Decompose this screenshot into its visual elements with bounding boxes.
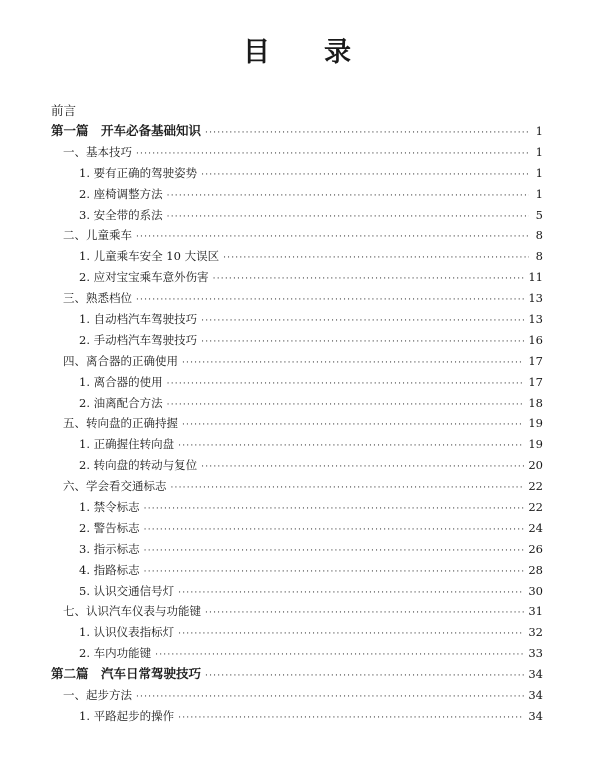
toc-dot-leader: [144, 562, 525, 583]
toc-dot-leader: [182, 415, 524, 436]
toc-entry-page-number: 1: [535, 165, 543, 180]
toc-entry-label: 二、儿童乘车: [63, 228, 132, 243]
toc-entry-label: 七、认识汽车仪表与功能键: [63, 604, 201, 619]
toc-entry-sub[interactable]: [51, 455, 543, 476]
toc-entry-label: 三、熟悉档位: [63, 291, 132, 306]
toc-entry-label: 五、转向盘的正确持握: [63, 416, 178, 431]
toc-entry-label: 2. 警告标志: [79, 520, 140, 535]
toc-entry-page-number: 19: [528, 437, 543, 452]
toc-entry-part[interactable]: [51, 121, 543, 142]
toc-entry-label: 1. 认识仪表指标灯: [79, 625, 175, 640]
toc-entry-sub[interactable]: [51, 184, 543, 205]
toc-entry-sub[interactable]: [51, 267, 543, 288]
toc-entry-label: 1. 离合器的使用: [79, 374, 163, 389]
toc-entry-label: 5. 认识交通信号灯: [79, 583, 175, 598]
toc-entry-page-number: 8: [535, 228, 543, 243]
toc-dot-leader: [167, 395, 525, 416]
toc-dot-leader: [167, 374, 525, 395]
toc-entry-sub[interactable]: [51, 434, 543, 455]
toc-entry-page-number: 1: [535, 124, 543, 138]
toc-entry-sub[interactable]: [51, 706, 543, 727]
toc-entry-page-number: 1: [535, 144, 543, 159]
toc-entry-label: 2. 转向盘的转动与复位: [79, 458, 198, 473]
table-of-contents: [51, 101, 543, 727]
toc-dot-leader: [136, 290, 524, 311]
toc-entry-page-number: 34: [528, 708, 543, 723]
toc-entry-label: 1. 自动档汽车驾驶技巧: [79, 312, 198, 327]
toc-entry-label: 1. 要有正确的驾驶姿势: [79, 165, 198, 180]
toc-entry-label: 2. 座椅调整方法: [79, 186, 163, 201]
toc-entry-label: 六、学会看交通标志: [63, 479, 167, 494]
toc-dot-leader: [201, 457, 524, 478]
toc-dot-leader: [144, 520, 525, 541]
toc-entry-sub[interactable]: [51, 581, 543, 602]
toc-entry-label: 2. 油离配合方法: [79, 395, 163, 410]
toc-entry-label: 2. 应对宝宝乘车意外伤害: [79, 270, 209, 285]
toc-dot-leader: [144, 499, 525, 520]
toc-dot-leader: [223, 248, 529, 269]
toc-entry-section[interactable]: [51, 601, 543, 622]
toc-entry-page-number: 33: [528, 646, 543, 661]
toc-dot-leader: [178, 708, 524, 729]
toc-entry-page-number: 19: [528, 416, 543, 431]
toc-dot-leader: [144, 541, 525, 562]
toc-dot-leader: [205, 666, 524, 687]
toc-entry-label: 一、基本技巧: [63, 144, 132, 159]
toc-entry-page-number: 34: [528, 667, 543, 682]
toc-entry-page-number: 11: [528, 270, 543, 285]
toc-entry-page-number: 26: [528, 541, 543, 556]
toc-dot-leader: [167, 207, 529, 228]
toc-dot-leader: [136, 687, 524, 708]
toc-entry-label: 3. 安全带的系法: [79, 207, 163, 222]
toc-entry-label: 1. 正确握住转向盘: [79, 437, 175, 452]
toc-dot-leader: [182, 353, 524, 374]
toc-entry-section[interactable]: [51, 288, 543, 309]
toc-dot-leader: [167, 186, 529, 207]
toc-entry-label: 2. 手动档汽车驾驶技巧: [79, 332, 198, 347]
page-title: [0, 30, 596, 69]
toc-entry-section[interactable]: [51, 142, 543, 163]
toc-entry-sub[interactable]: [51, 622, 543, 643]
toc-entry-section[interactable]: [51, 476, 543, 497]
toc-entry-page-number: 22: [528, 500, 543, 515]
toc-entry-page-number: 28: [528, 562, 543, 577]
toc-dot-leader: [213, 269, 525, 290]
toc-entry-sub[interactable]: [51, 518, 543, 539]
toc-entry-sub[interactable]: [51, 205, 543, 226]
toc-entry-label: 一、起步方法: [63, 688, 132, 703]
title-char-1: 目: [243, 37, 272, 68]
toc-entry-page-number: 1: [535, 186, 543, 201]
toc-entry-sub[interactable]: [51, 330, 543, 351]
toc-entry-page-number: 13: [528, 312, 543, 327]
toc-entry-sub[interactable]: [51, 163, 543, 184]
toc-entry-page-number: 16: [528, 332, 543, 347]
toc-entry-sub[interactable]: [51, 643, 543, 664]
toc-entry-page-number: 34: [528, 688, 543, 703]
toc-entry-sub[interactable]: [51, 309, 543, 330]
toc-entry-page-number: 18: [528, 395, 543, 410]
toc-entry-section[interactable]: [51, 225, 543, 246]
toc-entry-sub[interactable]: [51, 393, 543, 414]
toc-dot-leader: [178, 436, 524, 457]
toc-dot-leader: [171, 478, 525, 499]
toc-entry-page-number: 24: [528, 520, 543, 535]
title-char-2: 录: [324, 37, 353, 68]
toc-entry-sub[interactable]: [51, 560, 543, 581]
toc-entry-label: 2. 车内功能键: [79, 646, 152, 661]
toc-dot-leader: [205, 123, 529, 144]
toc-entry-section[interactable]: [51, 351, 543, 372]
toc-entry-page-number: 17: [528, 374, 543, 389]
toc-dot-leader: [201, 332, 524, 353]
toc-dot-leader: [178, 583, 524, 604]
toc-entry-page-number: 22: [528, 479, 543, 494]
toc-entry-page-number: 32: [528, 625, 543, 640]
toc-entry-page-number: 31: [528, 604, 543, 619]
toc-preface[interactable]: 前言: [51, 103, 77, 118]
toc-entry-label: 4. 指路标志: [79, 562, 140, 577]
toc-entry-sub[interactable]: [51, 497, 543, 518]
toc-entry-sub[interactable]: [51, 246, 543, 267]
toc-entry-label: 第一篇 开车必备基础知识: [51, 123, 202, 138]
toc-dot-leader: [178, 624, 524, 645]
toc-entry-label: 1. 禁令标志: [79, 500, 140, 515]
toc-entry-sub[interactable]: [51, 539, 543, 560]
toc-entry-part[interactable]: [51, 664, 543, 685]
toc-entry-page-number: 30: [528, 583, 543, 598]
toc-entry-section[interactable]: [51, 685, 543, 706]
toc-dot-leader: [136, 227, 529, 248]
toc-entry-page-number: 8: [535, 249, 543, 264]
toc-entry-label: 3. 指示标志: [79, 541, 140, 556]
toc-entry-page-number: 5: [535, 207, 543, 222]
toc-dot-leader: [136, 144, 529, 165]
toc-entry-label: 1. 平路起步的操作: [79, 708, 175, 723]
toc-dot-leader: [155, 645, 524, 666]
toc-entry-label: 四、离合器的正确使用: [63, 353, 178, 368]
toc-dot-leader: [201, 165, 529, 186]
toc-dot-leader: [205, 603, 524, 624]
toc-entry-label: 第二篇 汽车日常驾驶技巧: [51, 666, 202, 682]
toc-entry-page-number: 20: [528, 458, 543, 473]
toc-entry-page-number: 17: [528, 353, 543, 368]
toc-entry-sub[interactable]: [51, 372, 543, 393]
toc-entry-page-number: 13: [528, 291, 543, 306]
toc-entry-section[interactable]: [51, 413, 543, 434]
toc-dot-leader: [201, 311, 524, 332]
toc-entry-label: 1. 儿童乘车安全 10 大误区: [79, 249, 220, 264]
